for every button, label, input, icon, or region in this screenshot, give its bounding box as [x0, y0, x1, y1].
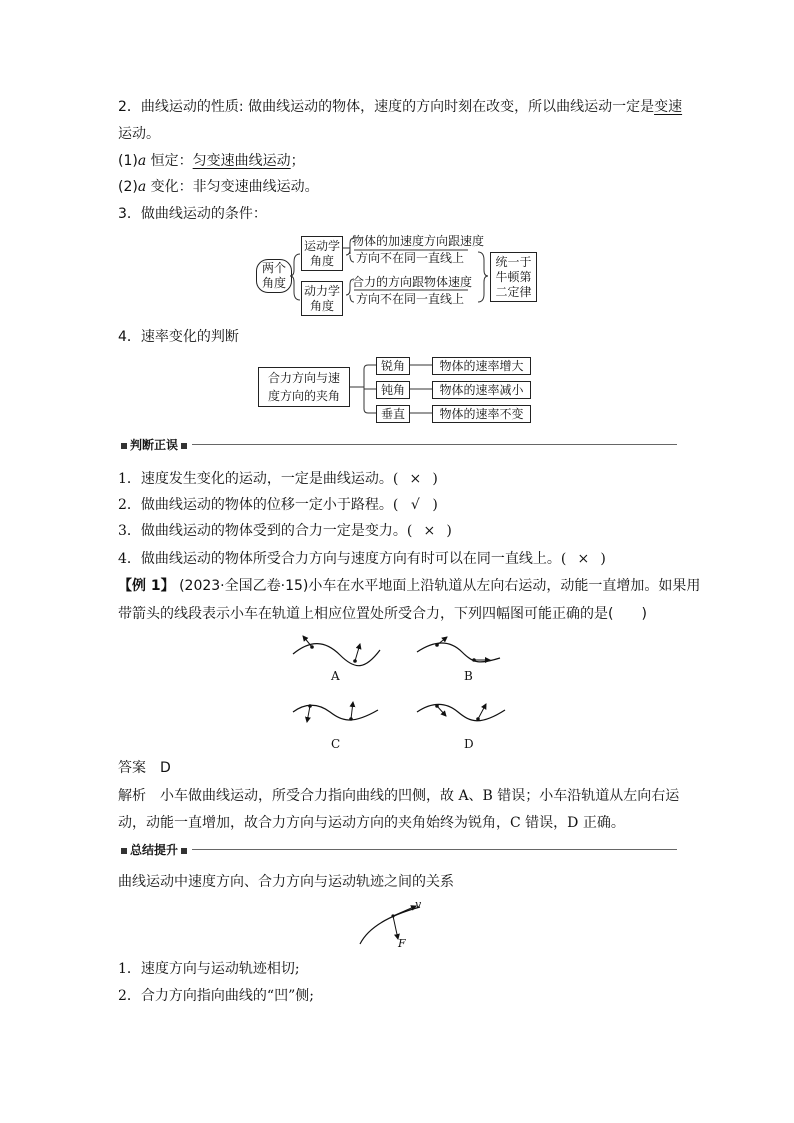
velocity-label: v: [415, 898, 422, 911]
result-increase: 物体的速率增大: [432, 357, 531, 375]
angle-acute: 锐角: [376, 357, 410, 375]
paragraph-2-line1: 2．曲线运动的性质: 做曲线运动的物体，速度的方向时刻在改变，所以曲线运动一定是变速: [118, 99, 683, 115]
judge-item-3: 3．做曲线运动的物体受到的合力一定是变力。( × ): [118, 523, 452, 539]
item-2: (2)a 变化：非匀变速曲线运动。: [118, 179, 319, 195]
answer: 答案 D: [118, 760, 171, 776]
analysis-line2: 动，动能一直增加，故合力方向与运动方向的夹角始终为锐角，C 错误，D 正确。: [118, 815, 625, 831]
angle-obtuse: 钝角: [376, 381, 410, 399]
analysis-line1: 解析 小车做曲线运动，所受合力指向曲线的凹侧，故 A、B 错误；小车沿轨道从左向右运: [118, 788, 680, 804]
diagram3-root: 两个角度: [256, 259, 292, 293]
example-line1: 【例 1】 (2023·全国乙卷·15)小车在水平地面上沿轨道从左向右运动，动能一直增加。如果用: [118, 578, 701, 594]
option-label-a: A: [331, 669, 340, 683]
summary-point-2: 2．合力方向指向曲线的“凹”侧;: [118, 988, 314, 1004]
diagram3-dyn-top: 合力的方向跟物体速度: [352, 275, 473, 289]
summary-point-1: 1．速度方向与运动轨迹相切;: [118, 961, 300, 977]
option-label-d: D: [464, 737, 474, 751]
diagram4-root: 合力方向与速度方向的夹角: [258, 367, 350, 407]
diagram3-kin: 运动学角度: [301, 236, 343, 271]
section-header-judge: 判断正误: [118, 436, 190, 453]
result-constant: 物体的速率不变: [432, 405, 531, 423]
result-decrease: 物体的速率减小: [432, 381, 531, 399]
example-tag: 【例 1】: [118, 578, 175, 594]
diagram3-dyn-bot: 方向不在同一直线上: [356, 292, 465, 306]
paragraph-2-line2: 运动。: [118, 126, 160, 142]
force-label: F: [398, 937, 406, 950]
section-header-summary: 总结提升: [118, 841, 190, 858]
judge-item-1: 1．速度发生变化的运动，一定是曲线运动。( × ): [118, 471, 438, 487]
diagram3-dyn: 动力学角度: [301, 281, 343, 316]
judge-item-2: 2．做曲线运动的物体的位移一定小于路程。( √ ): [118, 497, 438, 513]
diagram3-right: 统一于牛顿第二定律: [490, 252, 537, 302]
judge-item-4: 4．做曲线运动的物体所受合力方向与速度方向有时可以在同一直线上。( × ): [118, 551, 606, 567]
option-label-c: C: [331, 737, 341, 751]
angle-right: 垂直: [376, 405, 410, 423]
item-1: (1)a 恒定：匀变速曲线运动；: [118, 153, 305, 169]
paragraph-4: 4．速率变化的判断: [118, 329, 239, 345]
option-label-b: B: [464, 669, 473, 683]
example-line2: 带箭头的线段表示小车在轨道上相应位置处所受合力，下列四幅图可能正确的是( ): [118, 606, 647, 622]
diagram3-kin-bot: 方向不在同一直线上: [356, 251, 465, 265]
summary-title: 曲线运动中速度方向、合力方向与运动轨迹之间的关系: [118, 874, 454, 890]
diagram3-kin-top: 物体的加速度方向跟速度: [352, 234, 485, 248]
paragraph-3: 3．做曲线运动的条件：: [118, 206, 267, 222]
